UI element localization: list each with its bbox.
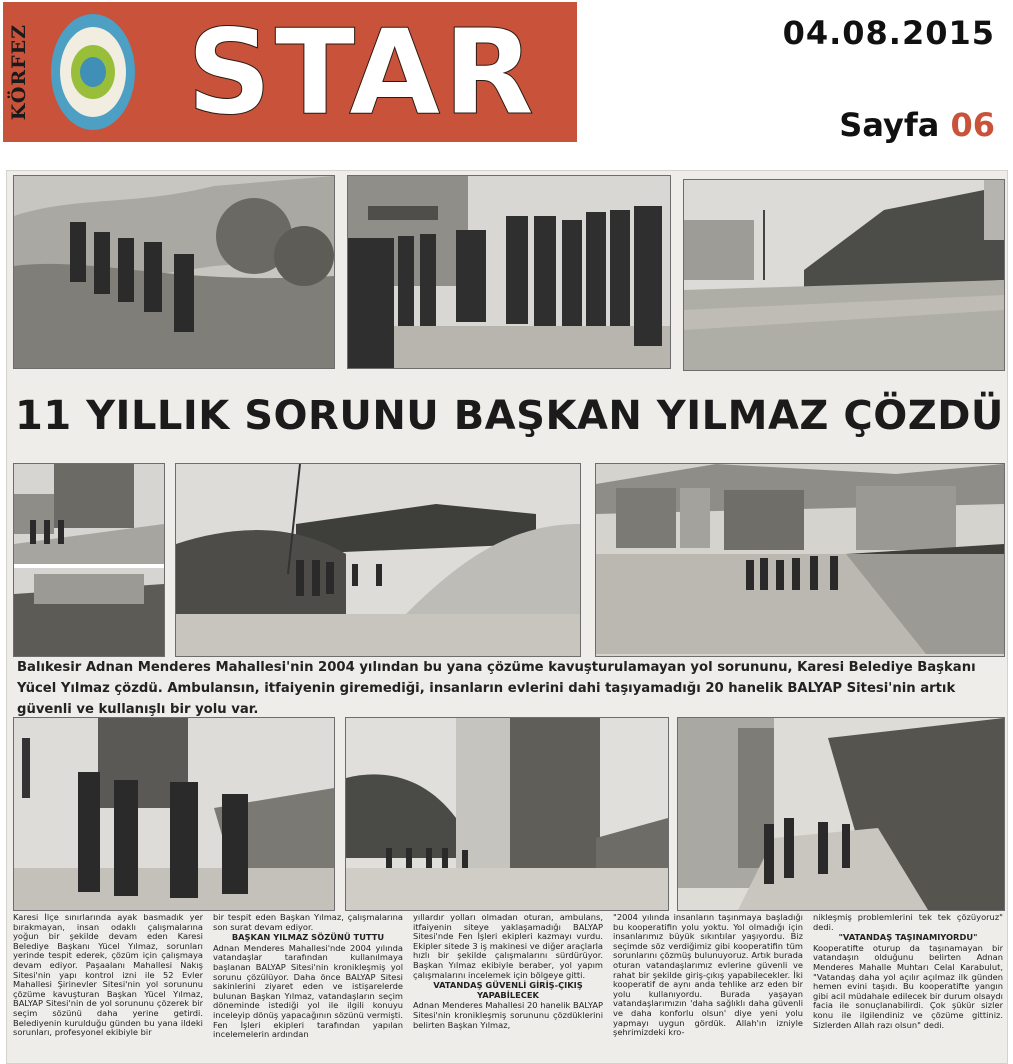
column-subheading: "VATANDAŞ TAŞINAMIYORDU" bbox=[838, 932, 978, 943]
column-paragraph: nikleşmiş problemlerini tek tek çözüyoruz" dedi. bbox=[813, 913, 1003, 932]
masthead-title: STAR bbox=[153, 8, 571, 136]
masthead-logo bbox=[3, 2, 577, 142]
column-subheading: VATANDAŞ GÜVENLİ GİRİŞ-ÇIKIŞ YAPABİLECEK bbox=[433, 980, 583, 1000]
column-paragraph: Adnan Menderes Mahallesi'nde 2004 yılında vatandaşlar tarafından kullanılmaya başlanan BALYAP Sitesi'nin kronikleşmiş yol sorunu çözülüyor. Daha önce BALYAP Sitesi sakinlerini ziyaret eden ve istişarelerde bulunan Başkan Yılmaz, vatandaşların seçim döneminde istediği yol ile ilgili konuyu inceleyip dönüş yapacağının sözünü vermişti. Fen İşleri ekipleri tarafından yapılan incelemelerin ardından bbox=[213, 942, 403, 1040]
photo-road-walkway bbox=[677, 717, 1005, 911]
column-subheading: BAŞKAN YILMAZ SÖZÜNÜ TUTTU bbox=[231, 932, 385, 943]
photo-officials-hillside bbox=[13, 175, 335, 369]
article-column-2 bbox=[213, 913, 403, 1061]
issue-date: 04.08.2015 bbox=[782, 14, 995, 52]
photo-collage-before-after bbox=[13, 463, 165, 657]
photo-tall-building-road bbox=[345, 717, 669, 911]
page-number-value: 06 bbox=[950, 106, 995, 144]
column-paragraph: Adnan Menderes Mahallesi 20 hanelik BALYAP Sitesi'nin kronikleşmiş sorununu çözdüklerini belirten Başkan Yılmaz, bbox=[413, 1000, 603, 1030]
article-lead-text: Balıkesir Adnan Menderes Mahallesi'nin 2004 yılından bu yana çözüme kavuşturulamayan yol sorununu, Karesi Belediye Başkanı Yücel Yılmaz çözdü. Ambulansın, itfaiyenin giremediği, insanların evlerini dahi taşıyamadığı 20 hanelik BALYAP Sitesi'nin artık güvenli ve kullanışlı bir yolu var. bbox=[17, 660, 976, 717]
article-column-4 bbox=[613, 913, 803, 1061]
column-paragraph: Karesi İlçe sınırlarında ayak basmadık yer bırakmayan, insan odaklı çalışmalarına yoğun bir şekilde devam eden Karesi Belediye Başkanı Yücel Yılmaz, sorunları yerinde tespit ederek, çözüm için çalışmaya devam ediyor. Paşaalanı Mahallesi Nakış Sitesi'nin yapı kontrol izni ile 52 Evler Mahallesi Şirinevler Sitesi'nin yol sorununu çözüme kavuşturan Başkan Yücel Yılmaz, BALYAP Sitesi'nin de yol sorununu çözerek bir seçim sözünü daha yerine getirdi. Belediyenin kurulduğu günden bu yana ildeki sorunları, profesyonel ekibiyle bir bbox=[13, 913, 203, 1038]
column-paragraph: Kooperatifte oturup da taşınamayan bir vatandaşın olduğunu belirten Adnan Menderes Mahalle Muhtarı Celal Karabulut, "Vatandaş daha yol açılır açılmaz ilk günden hemen evini taşıdı. Bu kooperatifte yangın gibi acil müdahale edilecek bir durum olsaydı facia ile sonuçlanabilirdi. Çok şükür sizler konu ile ilgilendiniz ve çözüme gittiniz. Sizlerden Allah razı olsun" dedi. bbox=[813, 942, 1003, 1030]
article-column-3 bbox=[413, 913, 603, 1061]
masthead-side-text: KÖRFEZ bbox=[8, 23, 30, 121]
article-lead bbox=[17, 657, 999, 720]
column-paragraph: bir tespit eden Başkan Yılmaz, çalışmalarına son surat devam ediyor. bbox=[213, 913, 403, 932]
newspaper-clipping bbox=[6, 170, 1008, 1064]
photo-officials-group bbox=[13, 717, 335, 911]
photo-new-road bbox=[683, 179, 1005, 371]
article-body bbox=[13, 913, 1003, 1061]
article-column-1 bbox=[13, 913, 203, 1061]
masthead-side-label bbox=[3, 2, 35, 142]
page-number bbox=[839, 106, 995, 144]
eye-logo-icon bbox=[41, 8, 151, 136]
photo-apartment-blocks bbox=[595, 463, 1005, 657]
article-column-5 bbox=[813, 913, 1003, 1061]
article-headline: 11 YILLIK SORUNU BAŞKAN YILMAZ ÇÖZDÜ bbox=[15, 393, 1004, 439]
photo-residents-meeting bbox=[347, 175, 671, 369]
column-paragraph: "2004 yılında insanların taşınmaya başladığı bu kooperatifin yolu yoktu. Yol olmadığı için insanlarımız büyük sıkıntılar yaşıyordu. Biz seçimde söz verdiğimiz gibi kooperatifin tüm sorunlarını çözmüş bulunuyoruz. Artık burada oturan vatandaşlarımız evlerine güvenli ve rahat bir şekilde giriş-çıkış yapabilecekler. İki kooperatif de aynı anda tehlike arz eden bir yolu kullanıyordu. Burada yaşayan vatandaşlarımızın 'daha sağlıklı daha güvenli ve daha konforlu olsun' diye yeni yolu yapmayı uygun gördük. Allah'ın izniyle şehrimizdeki kro- bbox=[613, 913, 803, 1038]
photo-construction-site bbox=[175, 463, 581, 657]
page-label: Sayfa bbox=[839, 106, 940, 144]
column-paragraph: yıllardır yolları olmadan oturan, ambulans, itfaiyenin siteye yaklaşamadığı BALYAP Sitesi'nde Fen İşleri ekipleri kazmayı vurdu. Ekipler sitede 3 iş makinesi ve diğer araçlarla hızlı bir şekilde çalışmalarını sürdürüyor. Başkan Yılmaz ekibiyle beraber, yol yapım çalışmalarını incelemek için bölgeye gitti. bbox=[413, 913, 603, 980]
